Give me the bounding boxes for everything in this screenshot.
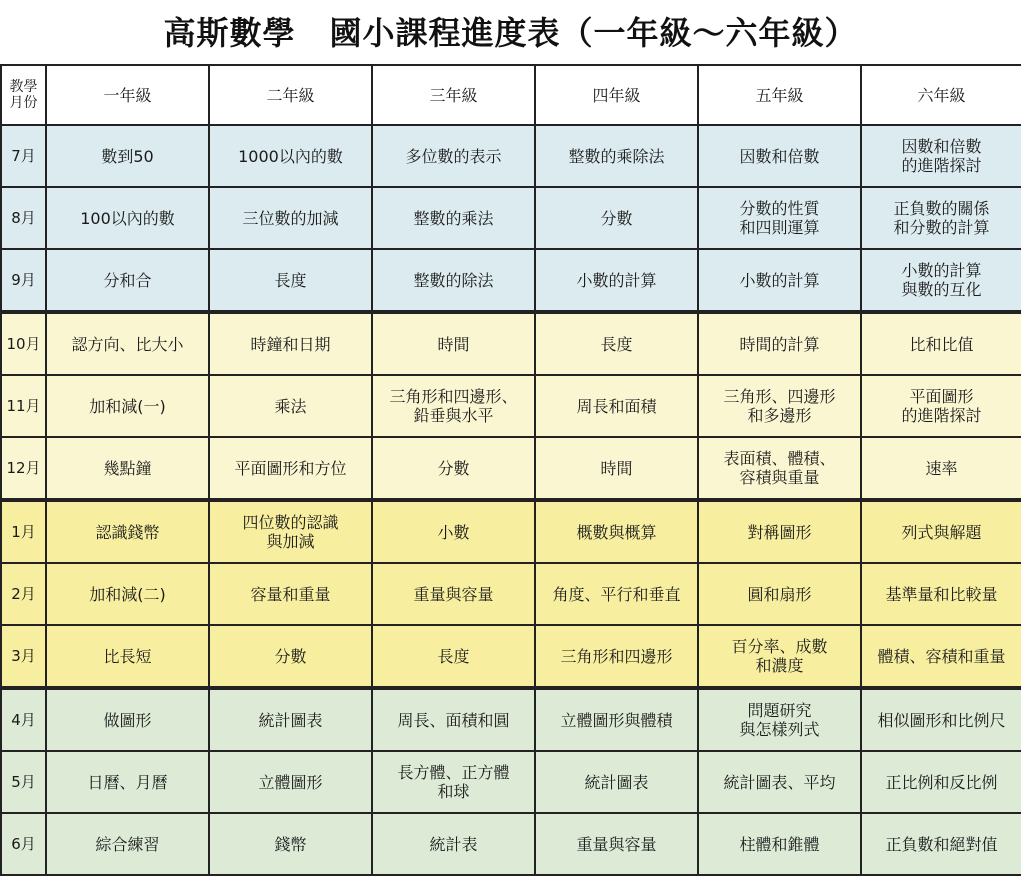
course-text: 和多邊形	[747, 406, 812, 425]
course-text: 因數和倍數	[739, 146, 820, 166]
table-row	[2, 376, 1021, 438]
course-cell	[210, 814, 373, 876]
course-cell	[47, 188, 210, 250]
course-text: 柱體和錐體	[739, 834, 820, 854]
course-text: 做圖形	[103, 710, 152, 730]
course-cell	[862, 438, 1021, 502]
course-text: 和濃度	[755, 656, 804, 675]
course-cell	[373, 752, 536, 814]
course-cell	[373, 690, 536, 752]
table-row	[2, 188, 1021, 250]
month-label: 6月	[2, 814, 47, 876]
course-text: 錢幣	[274, 834, 307, 854]
course-text: 相似圖形和比例尺	[877, 710, 1006, 730]
course-text: 分數	[274, 646, 307, 666]
course-text: 長度	[600, 334, 633, 354]
course-text: 100以內的數	[80, 208, 175, 228]
course-text: 分和合	[103, 270, 152, 290]
table-row	[2, 752, 1021, 814]
course-text: 因數和倍數	[901, 137, 982, 156]
course-cell	[373, 126, 536, 188]
course-text: 正負數的關係	[893, 199, 990, 218]
course-text: 時間	[437, 334, 470, 354]
course-cell	[862, 376, 1021, 438]
course-text: 統計圖表	[258, 710, 323, 730]
course-text: 容積與重量	[739, 468, 820, 487]
course-text: 與加減	[266, 532, 315, 551]
month-label: 9月	[2, 250, 47, 314]
table-body	[2, 126, 1021, 876]
course-cell	[862, 126, 1021, 188]
table-row	[2, 502, 1021, 564]
course-text: 與怎樣列式	[739, 720, 820, 739]
course-cell	[210, 376, 373, 438]
month-label: 11月	[2, 376, 47, 438]
course-cell	[862, 502, 1021, 564]
course-cell	[699, 438, 862, 502]
course-cell	[47, 752, 210, 814]
course-cell	[536, 438, 699, 502]
course-cell	[699, 502, 862, 564]
course-text: 時間的計算	[739, 334, 820, 354]
course-cell	[210, 188, 373, 250]
course-text: 小數的計算	[739, 270, 820, 290]
course-text: 周長和面積	[576, 396, 657, 416]
course-cell	[862, 188, 1021, 250]
course-text: 加和減(二)	[89, 584, 166, 604]
course-text: 立體圖形與體積	[560, 710, 673, 730]
course-cell	[699, 814, 862, 876]
table-row	[2, 250, 1021, 314]
month-label: 10月	[2, 314, 47, 376]
course-cell	[862, 314, 1021, 376]
course-cell	[47, 626, 210, 690]
course-cell	[210, 314, 373, 376]
course-text: 正負數和絕對值	[885, 834, 998, 854]
course-cell	[699, 376, 862, 438]
course-cell	[373, 626, 536, 690]
course-text: 三位數的加減	[242, 208, 339, 228]
grade-header: 一年級	[47, 66, 210, 126]
course-cell	[210, 752, 373, 814]
course-cell	[373, 314, 536, 376]
course-cell	[862, 752, 1021, 814]
grade-header: 二年級	[210, 66, 373, 126]
course-cell	[47, 126, 210, 188]
course-text: 小數的計算	[576, 270, 657, 290]
course-text: 概數與概算	[576, 522, 657, 542]
course-cell	[210, 502, 373, 564]
course-text: 速率	[925, 458, 958, 478]
course-text: 與數的互化	[901, 280, 982, 299]
table-row	[2, 564, 1021, 626]
course-text: 正比例和反比例	[885, 772, 998, 792]
course-text: 時間	[600, 458, 633, 478]
course-cell	[47, 376, 210, 438]
month-label: 2月	[2, 564, 47, 626]
course-text: 基準量和比較量	[885, 584, 998, 604]
table-row	[2, 814, 1021, 876]
course-cell	[47, 814, 210, 876]
course-cell	[47, 502, 210, 564]
course-text: 三角形、四邊形	[723, 387, 836, 406]
title-main: 高斯數學	[163, 14, 296, 52]
course-cell	[373, 188, 536, 250]
course-text: 立體圖形	[258, 772, 323, 792]
course-cell	[47, 438, 210, 502]
course-text: 和四則運算	[739, 218, 820, 237]
course-text: 容量和重量	[250, 584, 331, 604]
course-text: 分數	[437, 458, 470, 478]
title-sub: 國小課程進度表（一年級～六年級）	[329, 14, 858, 52]
course-cell	[536, 314, 699, 376]
course-cell	[699, 564, 862, 626]
month-label: 3月	[2, 626, 47, 690]
month-label: 5月	[2, 752, 47, 814]
table-row	[2, 690, 1021, 752]
course-text: 分數	[600, 208, 633, 228]
course-text: 小數	[437, 522, 470, 542]
course-text: 體積、容積和重量	[877, 646, 1006, 666]
course-cell	[862, 626, 1021, 690]
course-cell	[373, 250, 536, 314]
course-text: 整數的乘法	[413, 208, 494, 228]
course-text: 長方體、正方體	[397, 763, 510, 782]
course-cell	[536, 564, 699, 626]
course-text: 統計圖表	[584, 772, 649, 792]
course-cell	[210, 250, 373, 314]
course-cell	[47, 690, 210, 752]
course-text: 幾點鐘	[103, 458, 152, 478]
course-text: 小數的計算	[901, 261, 982, 280]
course-cell	[536, 502, 699, 564]
table-row	[2, 626, 1021, 690]
course-text: 統計表	[429, 834, 478, 854]
course-cell	[47, 250, 210, 314]
course-text: 長度	[437, 646, 470, 666]
course-cell	[699, 188, 862, 250]
grade-header: 三年級	[373, 66, 536, 126]
course-cell	[536, 188, 699, 250]
course-cell	[699, 250, 862, 314]
course-text: 四位數的認識	[242, 513, 339, 532]
course-cell	[862, 564, 1021, 626]
header-row	[2, 66, 1021, 126]
course-cell	[210, 564, 373, 626]
course-cell	[210, 690, 373, 752]
course-text: 表面積、體積、	[723, 449, 836, 468]
course-cell	[536, 752, 699, 814]
course-cell	[699, 626, 862, 690]
course-cell	[699, 126, 862, 188]
course-cell	[47, 314, 210, 376]
course-text: 1000以內的數	[238, 146, 343, 166]
course-cell	[699, 690, 862, 752]
course-text: 三角形和四邊形	[560, 646, 673, 666]
course-text: 分數的性質	[739, 199, 820, 218]
course-cell	[862, 814, 1021, 876]
month-label: 7月	[2, 126, 47, 188]
course-text: 問題研究	[747, 701, 812, 720]
page-title	[0, 0, 1021, 62]
course-text: 的進階探討	[901, 156, 982, 175]
curriculum-table	[0, 64, 1021, 876]
course-cell	[373, 814, 536, 876]
course-text: 數到50	[101, 146, 154, 166]
course-cell	[373, 438, 536, 502]
corner-header: 教學 月份	[2, 66, 47, 126]
course-text: 和分數的計算	[893, 218, 990, 237]
course-text: 認識錢幣	[95, 522, 160, 542]
course-cell	[536, 250, 699, 314]
course-text: 時鐘和日期	[250, 334, 331, 354]
course-cell	[699, 752, 862, 814]
course-text: 比長短	[103, 646, 152, 666]
course-text: 認方向、比大小	[71, 334, 184, 354]
course-cell	[862, 250, 1021, 314]
course-text: 整數的除法	[413, 270, 494, 290]
course-cell	[210, 126, 373, 188]
course-cell	[47, 564, 210, 626]
course-text: 整數的乘除法	[568, 146, 665, 166]
month-label: 8月	[2, 188, 47, 250]
course-cell	[373, 564, 536, 626]
course-cell	[536, 690, 699, 752]
course-text: 乘法	[274, 396, 307, 416]
course-text: 日曆、月曆	[87, 772, 168, 792]
course-text: 平面圖形和方位	[234, 458, 347, 478]
course-cell	[373, 376, 536, 438]
course-text: 周長、面積和圓	[397, 710, 510, 730]
grade-header: 六年級	[862, 66, 1021, 126]
grade-header: 五年級	[699, 66, 862, 126]
course-cell	[373, 502, 536, 564]
course-text: 的進階探討	[901, 406, 982, 425]
course-text: 圓和扇形	[747, 584, 812, 604]
course-cell	[536, 126, 699, 188]
course-text: 百分率、成數	[731, 637, 828, 656]
table-row	[2, 438, 1021, 502]
month-label: 4月	[2, 690, 47, 752]
course-text: 重量與容量	[576, 834, 657, 854]
course-text: 統計圖表、平均	[723, 772, 836, 792]
course-text: 對稱圖形	[747, 522, 812, 542]
course-cell	[536, 376, 699, 438]
course-text: 比和比值	[909, 334, 974, 354]
course-cell	[536, 814, 699, 876]
course-text: 長度	[274, 270, 307, 290]
course-text: 重量與容量	[413, 584, 494, 604]
course-text: 綜合練習	[95, 834, 160, 854]
course-cell	[210, 438, 373, 502]
grade-header: 四年級	[536, 66, 699, 126]
table-row	[2, 314, 1021, 376]
course-cell	[536, 626, 699, 690]
course-text: 和球	[437, 782, 470, 801]
course-cell	[862, 690, 1021, 752]
course-text: 三角形和四邊形、	[389, 387, 518, 406]
course-text: 鉛垂與水平	[413, 406, 494, 425]
month-label: 12月	[2, 438, 47, 502]
course-text: 列式與解題	[901, 522, 982, 542]
course-text: 加和減(一)	[89, 396, 166, 416]
table-row	[2, 126, 1021, 188]
course-text: 角度、平行和垂直	[552, 584, 681, 604]
course-cell	[210, 626, 373, 690]
course-text: 平面圖形	[909, 387, 974, 406]
month-label: 1月	[2, 502, 47, 564]
course-cell	[699, 314, 862, 376]
course-text: 多位數的表示	[405, 146, 502, 166]
